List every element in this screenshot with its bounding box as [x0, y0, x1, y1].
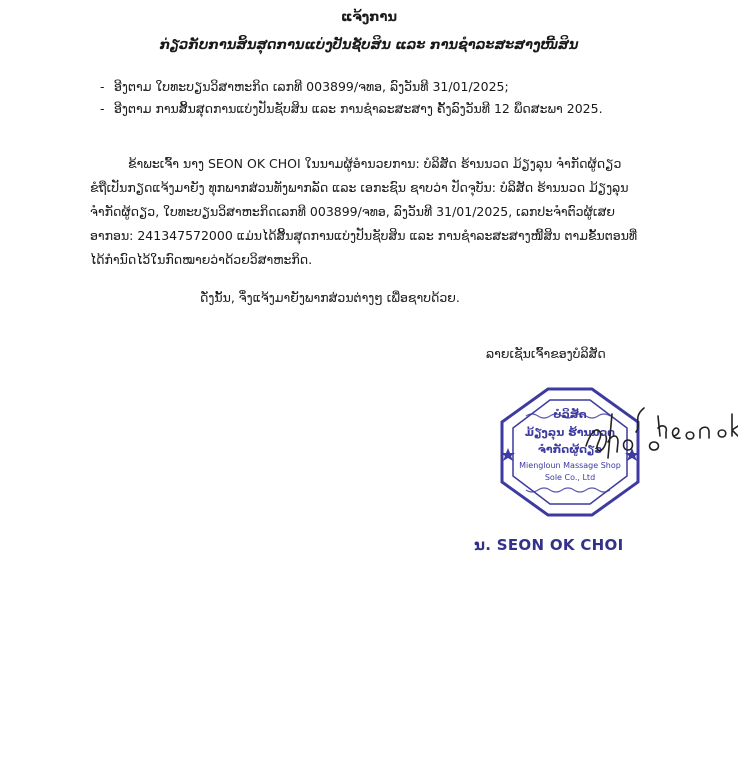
reference-list: [100, 76, 700, 120]
body-line: ອາກອນ: 241347572000 ແມ່ນໄດ້ສິ້ນສຸດການແບ່ງປັນຊັບສິນ ແລະ ການຊໍາລະສະສາງໜີ້ສິນ ຕາມຂັ້ນຕອນທີ່: [90, 228, 638, 243]
reference-item: [100, 76, 700, 98]
body-line: ຈຳກັດຜູ້ດຽວ, ໃບທະບຽນວິສາຫະກິດເລກທີ 003899/ຈທອ, ລົງວັນທີ 31/01/2025, ເລກປະຈຳຕົວຜູ້ເສຍ: [90, 204, 615, 219]
signature-label: ລາຍເຊັນເຈົ້າຂອງບໍລິສັດ: [486, 346, 606, 361]
reference-text: ອີງຕາມ ໃບທະບຽນວິສາຫະກິດ ເລກທີ 003899/ຈທອ, ລົງວັນທີ 31/01/2025;: [114, 79, 509, 94]
svg-text:ມ້ຽງລຸນ ຮ້ານນວດ: ມ້ຽງລຸນ ຮ້ານນວດ: [524, 426, 616, 439]
reference-bullet: -: [100, 79, 105, 94]
signatory-name: ນ. SEON OK CHOI: [474, 536, 624, 554]
body-paragraph: [90, 152, 650, 272]
document-subtitle: ກ່ຽວກັບການສິ້ນສຸດການແບ່ງປັນຊັບສິນ ແລະ ການຊໍາລະສະສາງໜີ້ສິນ: [159, 38, 579, 53]
handwritten-signature: [582, 402, 738, 464]
svg-text:ຈຳກັດຜູ້ດຽວ: ຈຳກັດຜູ້ດຽວ: [537, 443, 603, 456]
reference-text: ອີງຕາມ ການສິ້ນສຸດການແບ່ງປັນຊັບສິນ ແລະ ການຊໍາລະສະສາງ ຄັ້ງລົງວັນທີ 12 ພຶດສະພາ 2025.: [114, 101, 603, 116]
reference-item: [100, 98, 700, 120]
svg-text:ບໍລິສັດ: ບໍລິສັດ: [553, 408, 587, 421]
body-line: ຂ້າພະເຈົ້າ ນາງ SEON OK CHOI ໃນນາມຜູ້ອຳນວຍການ: ບໍລິສັດ ຮ້ານນວດ ມ້ຽງລຸນ ຈຳກັດຜູ້ດຽວ: [128, 156, 622, 171]
document-title: ແຈ້ງການ: [341, 10, 397, 25]
reference-bullet: -: [100, 101, 105, 116]
body-line: ຂໍຖືເປັນກຽດແຈ້ງມາຍັງ ທຸກພາກສ່ວນທັງພາກລັດ ແລະ ເອກະຊົນ ຊາບວ່າ ປັດຈຸບັນ: ບໍລິສັດ ຮ້ານນວດ ມ້ຽງລຸນ: [90, 180, 629, 195]
body-line: ໄດ້ກຳນົດໄວ້ໃນກົດໝາຍວ່າດ້ວຍວິສາຫະກິດ.: [90, 252, 313, 267]
svg-text:Miengloun Massage Shop: Miengloun Massage Shop: [519, 461, 621, 470]
svg-text:Sole Co., Ltd: Sole Co., Ltd: [544, 473, 596, 482]
closing-line: ດັ່ງນັ້ນ, ຈຶ່ງແຈ້ງມາຍັງພາກສ່ວນຕ່າງໆ ເພື່ອຊາບດ້ວຍ.: [200, 290, 460, 305]
